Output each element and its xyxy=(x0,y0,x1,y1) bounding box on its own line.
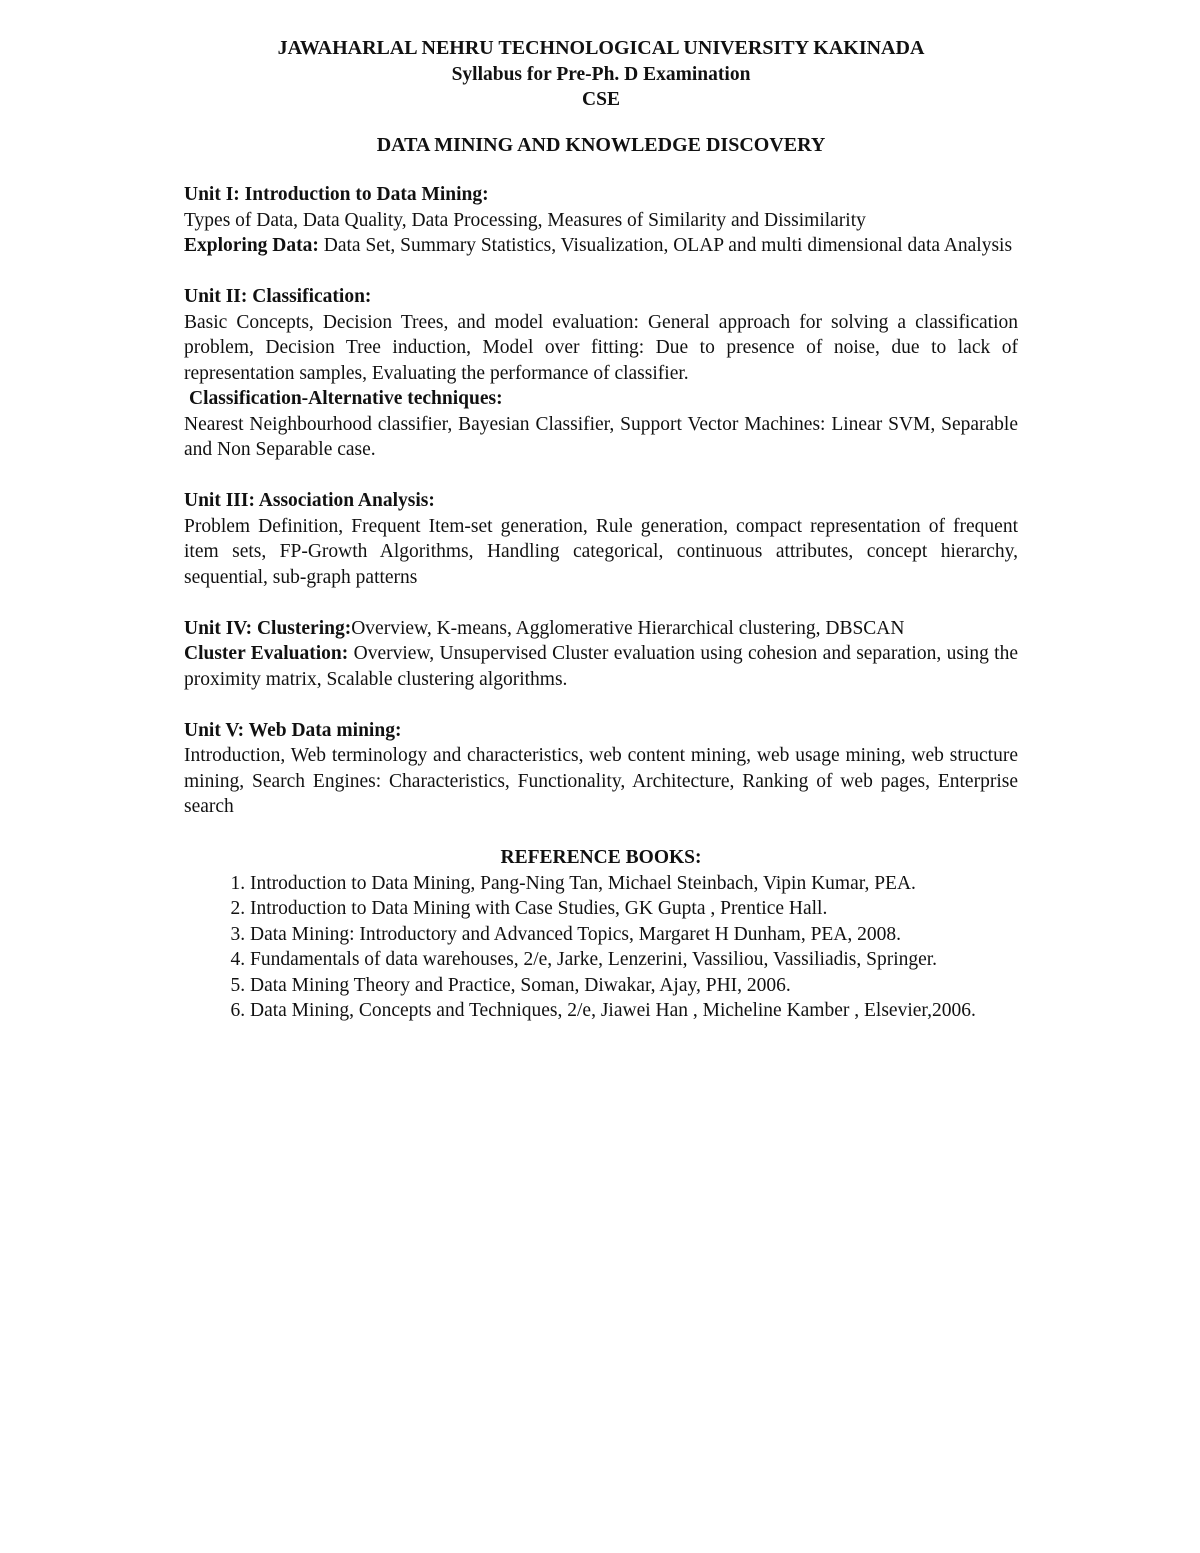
unit-heading-line xyxy=(184,616,1018,642)
reference-item: 6. Data Mining, Concepts and Techniques, 2/e, Jiawei Han , Micheline Kamber , Elsevier,2006. xyxy=(250,998,1018,1024)
syllabus-page xyxy=(184,36,1018,1024)
unit-subheading: Cluster Evaluation: xyxy=(184,643,349,664)
unit-text xyxy=(184,233,1018,259)
unit-heading: Unit I: Introduction to Data Mining: xyxy=(184,184,489,205)
department: CSE xyxy=(582,89,620,110)
unit-text: Data Set, Summary Statistics, Visualization, OLAP and multi dimensional data Analysis xyxy=(318,235,1013,256)
unit-4 xyxy=(184,616,1018,693)
unit-text: Nearest Neighbourhood classifier, Bayesian Classifier, Support Vector Machines: Linear SVM, Separable and Non Separable case. xyxy=(184,413,1018,460)
unit-text: Problem Definition, Frequent Item-set generation, Rule generation, compact representation of frequent item sets, FP-Growth Algorithms, Handling categorical, continuous attributes, concept hierarchy, sequential, sub-graph patterns xyxy=(184,515,1018,588)
unit-3 xyxy=(184,488,1018,590)
unit-text: Basic Concepts, Decision Trees, and model evaluation: General approach for solving a classification problem, Decision Tree induction, Model over fitting: Due to presence of noise, due to lack of representation samples, Evaluating the performance of classifier. xyxy=(184,311,1018,384)
unit-1 xyxy=(184,182,1018,259)
unit-heading: Unit V: Web Data mining: xyxy=(184,719,402,741)
unit-heading: Unit IV: Clustering: xyxy=(184,617,352,639)
unit-text: Types of Data, Data Quality, Data Processing, Measures of Similarity and Dissimilarity xyxy=(184,209,866,231)
reference-item: 3. Data Mining: Introductory and Advanced Topics, Margaret H Dunham, PEA, 2008. xyxy=(250,922,1018,948)
unit-subheading: Classification-Alternative techniques: xyxy=(189,388,503,409)
reference-item: 4. Fundamentals of data warehouses, 2/e, Jarke, Lenzerini, Vassiliou, Vassiliadis, Springer. xyxy=(250,947,1018,973)
reference-item: 1. Introduction to Data Mining, Pang-Ning Tan, Michael Steinbach, Vipin Kumar, PEA. xyxy=(250,871,1018,897)
reference-list xyxy=(184,871,1018,1024)
unit-text: Introduction, Web terminology and characteristics, web content mining, web usage mining, web structure mining, Search Engines: Characteristics, Functionality, Architecture, Ranking of web pages, Enterprise search xyxy=(184,745,1018,817)
reference-item: 2. Introduction to Data Mining with Case Studies, GK Gupta , Prentice Hall. xyxy=(250,896,1018,922)
exam-title: Syllabus for Pre-Ph. D Examination xyxy=(451,63,751,85)
unit-heading: Unit II: Classification: xyxy=(184,286,372,307)
unit-text: Overview, K-means, Agglomerative Hierarchical clustering, DBSCAN xyxy=(351,617,905,639)
subject-title: DATA MINING AND KNOWLEDGE DISCOVERY xyxy=(376,133,826,156)
unit-text xyxy=(184,641,1018,692)
reference-books-title: REFERENCE BOOKS: xyxy=(500,847,702,868)
unit-text: Overview, Unsupervised Cluster evaluation using cohesion and separation, using the proximity matrix, Scalable clustering algorithms. xyxy=(184,643,1019,690)
unit-2 xyxy=(184,284,1018,463)
reference-item: 5. Data Mining Theory and Practice, Soman, Diwakar, Ajay, PHI, 2006. xyxy=(250,973,1018,999)
university-name: JAWAHARLAL NEHRU TECHNOLOGICAL UNIVERSITY KAKINADA xyxy=(277,37,925,59)
unit-5 xyxy=(184,718,1018,820)
unit-heading: Unit III: Association Analysis: xyxy=(184,490,435,511)
unit-subheading: Exploring Data: xyxy=(184,235,319,256)
